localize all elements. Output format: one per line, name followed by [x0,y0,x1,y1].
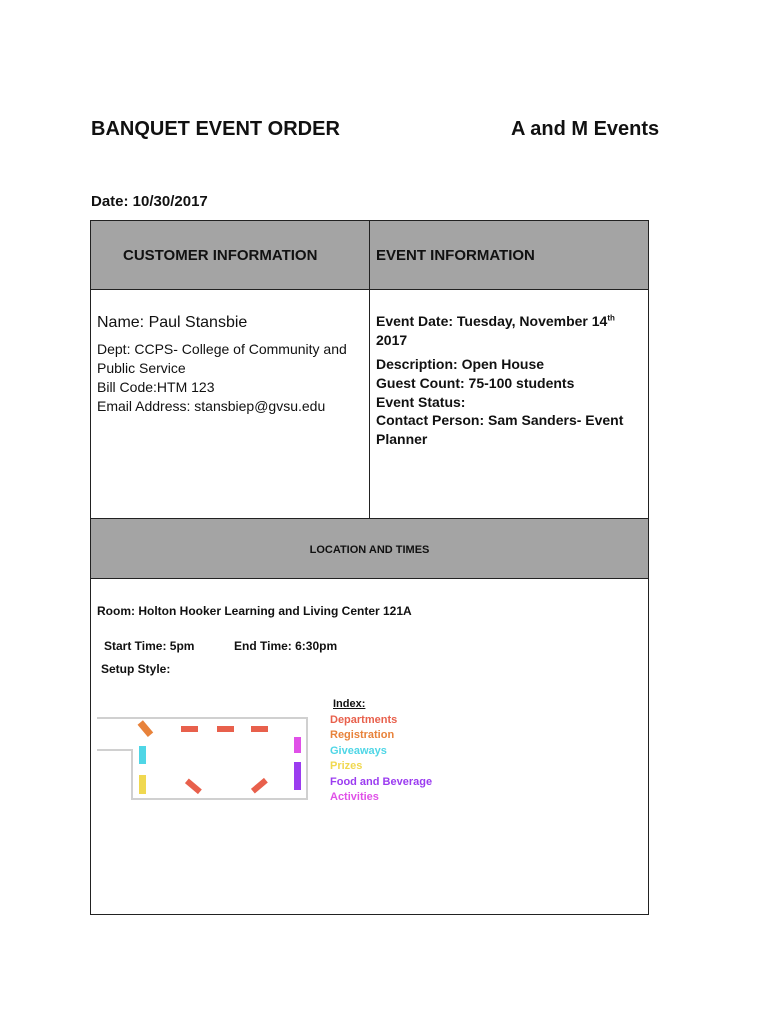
setup-floor-plan [97,695,317,805]
activities-table [294,737,301,753]
location-times-header: LOCATION AND TIMES [309,544,430,556]
department-table [185,779,202,795]
index-item-registration: Registration [330,729,395,741]
index-item-giveaways: Giveaways [330,745,387,757]
department-table [251,726,268,732]
giveaways-table [139,746,146,764]
department-table [251,778,268,794]
index-item-prizes: Prizes [330,760,363,772]
index-item-departments: Departments [330,714,398,726]
document-title: BANQUET EVENT ORDER [91,118,340,140]
event-date-suffix: th [607,313,615,323]
event-info-header: EVENT INFORMATION [376,247,535,264]
event-status: Event Status: [376,394,466,410]
index-item-activities: Activities [330,791,379,803]
customer-name: Name: Paul Stansbie [97,314,248,331]
event-description: Description: Open House [376,356,545,372]
registration-table [138,720,154,737]
company-name: A and M Events [511,118,660,140]
customer-bill-code: Bill Code:HTM 123 [97,379,215,395]
end-time: End Time: 6:30pm [234,639,338,653]
customer-info-header: CUSTOMER INFORMATION [123,247,318,264]
row-divider [91,578,648,579]
index-item-food-beverage: Food and Beverage [330,776,433,788]
event-contact-cont: Planner [376,431,428,447]
customer-dept: Dept: CCPS- College of Community and [97,341,347,357]
room-outline [97,718,307,799]
customer-email: Email Address: stansbiep@gvsu.edu [97,398,326,414]
customer-dept-cont: Public Service [97,360,186,376]
department-table [217,726,234,732]
index-title: Index: [333,698,366,710]
department-table [181,726,198,732]
event-guest-count: Guest Count: 75-100 students [376,375,575,391]
event-date-year: 2017 [376,332,408,348]
setup-style: Setup Style: [101,662,171,676]
food-beverage-table [294,762,301,790]
start-time: Start Time: 5pm [104,639,195,653]
event-order-table [90,220,649,915]
event-contact: Contact Person: Sam Sanders- Event [376,412,624,428]
column-divider [369,221,370,518]
event-date: Event Date: Tuesday, November 14th [376,313,615,329]
room-name: Room: Holton Hooker Learning and Living Center 121A [97,604,412,618]
order-date: Date: 10/30/2017 [91,193,208,210]
prizes-table [139,775,146,794]
row-divider [91,289,648,290]
